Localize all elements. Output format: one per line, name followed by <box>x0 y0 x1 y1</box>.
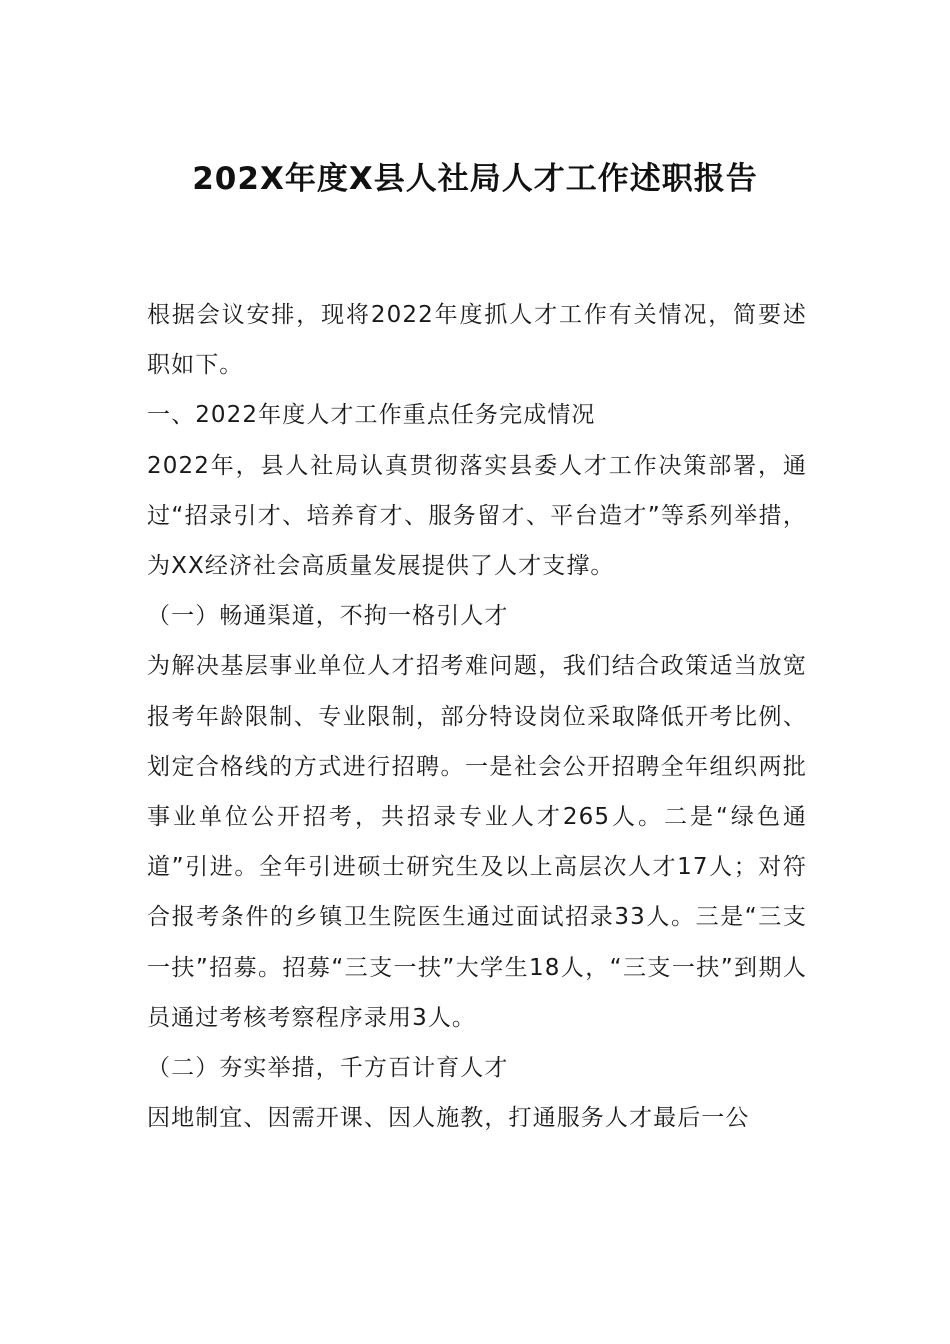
overview-paragraph: 2022年，县人社局认真贯彻落实县委人才工作决策部署，通过“招录引才、培养育才、服务留才、平台造才”等系列举措，为XX经济社会高质量发展提供了人才支撑。 <box>147 452 807 580</box>
document-title: 202X年度X县人社局人才工作述职报告 <box>192 161 758 197</box>
document-body <box>147 290 807 1143</box>
training-paragraph: 因地制宜、因需开课、因人施教，打通服务人才最后一公 <box>147 1105 750 1132</box>
section-heading-1: 一、2022年度人才工作重点任务完成情况 <box>147 402 596 429</box>
subsection-heading-2: （二）夯实举措，千方百计育人才 <box>147 1055 509 1082</box>
intro-paragraph: 根据会议安排，现将2022年度抓人才工作有关情况，简要述职如下。 <box>147 302 807 379</box>
subsection-heading-1: （一）畅通渠道，不拘一格引人才 <box>147 603 509 630</box>
recruitment-paragraph: 为解决基层事业单位人才招考难问题，我们结合政策适当放宽报考年龄限制、专业限制，部分特设岗位采取降低开考比例、划定合格线的方式进行招聘。一是社会公开招聘全年组织两批事业单位公开招考，共招录专业人才265人。二是“绿色通道”引进。全年引进硕士研究生及以上高层次人才17人；对符合报考条件的乡镇卫生院医生通过面试招录33人。三是“三支一扶”招募。招募“三支一扶”大学生18人，“三支一扶”到期人员通过考核考察程序录用3人。 <box>147 653 807 1031</box>
